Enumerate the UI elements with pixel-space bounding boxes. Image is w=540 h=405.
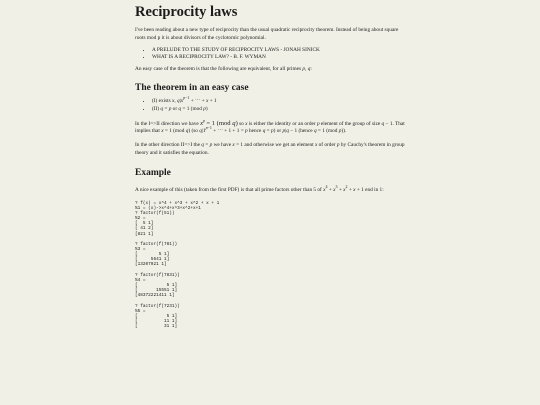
code-line: %3 = <box>135 246 146 252</box>
direction-one-paragraph: In the I=>II direction we have $x^p = 1$ (mod q) so x is either the identity or an order p element of the group of size q − 1. That implies that x = 1 (mod q) (so $q|1^{p-1}$ + ⋯ + 1 + 1 = p hence q = p) or p|q − 1 (hence q = 1 (mod p)). <box>135 117 405 135</box>
code-line: ? f(x) = x^4 + x^3 + x^2 + x + 1 <box>135 200 220 206</box>
code-line: ? factor(f(7231)) <box>135 303 180 309</box>
code-line: %1 = (x)->x^4+x^3+x^2+x+1 <box>135 205 201 211</box>
reference-link-2[interactable]: • WHAT IS A RECIPROCITY LAW? - B. F. WYMAN <box>152 54 407 62</box>
code-block <box>135 201 407 330</box>
document-page <box>135 0 407 329</box>
section-heading-easy-case: The theorem in an easy case <box>135 82 249 93</box>
code-line: %5 = <box>135 308 146 314</box>
code-line: [ 41 2] <box>135 226 154 232</box>
code-line: [ 11 1] <box>135 319 178 325</box>
code-line: [ 31 1] <box>135 324 178 330</box>
condition-list <box>135 95 407 114</box>
code-line: [821 1] <box>135 231 154 237</box>
code-line: [ 5 1] <box>135 283 178 289</box>
direction-two-paragraph: In the other direction II=>I the q = p we have x = 1 and otherwise we get an element x of order p by Cauchy's theorem in group theory and it satisfies the equation. <box>135 142 405 156</box>
example-paragraph: A nice example of this (taken from the first PDF) is that all prime factors other than 5 of $x^4 + x^3 + x^2 + x + 1$ end in 1: <box>135 184 384 193</box>
code-line: %2 = <box>135 216 146 222</box>
intro-paragraph: I've been reading about a new type of reciprocity than the usual quadratic reciprocity theorem. Instead of being about square roots mod p it is about divisors of the cyclotomic polynomial. <box>135 27 399 41</box>
section-heading-example: Example <box>135 167 171 178</box>
page-title: Reciprocity laws <box>135 4 238 20</box>
condition-i: • (I) exists x, $q|x^{p-1}$ + ⋯ + x + 1 <box>152 98 407 106</box>
code-line: [13207921 1] <box>135 262 167 268</box>
condition-ii: • (II) q = p or q = 1 (mod p) <box>152 106 407 114</box>
easy-case-paragraph: An easy case of the theorem is that the following are equivalent, for all primes p, q: <box>135 66 312 73</box>
code-line: [ 5641 1] <box>135 257 170 263</box>
code-line: [ 5 1] <box>135 252 170 258</box>
code-line: ? factor(f(781)) <box>135 241 178 247</box>
code-line: %4 = <box>135 277 146 283</box>
code-line: ? factor(f(7831)) <box>135 272 180 278</box>
code-line: [ 5 1] <box>135 314 178 319</box>
code-line: [ 15551 1] <box>135 288 178 294</box>
code-line: [48372221411 1] <box>135 293 175 299</box>
reference-list <box>135 47 407 63</box>
code-line: [ 5 1] <box>135 221 154 227</box>
reference-link-1[interactable]: • A PRELUDE TO THE STUDY OF RECIPROCITY LAWS - JONAH SINICK <box>152 47 407 55</box>
code-line: ? factor(f(51)) <box>135 210 175 216</box>
